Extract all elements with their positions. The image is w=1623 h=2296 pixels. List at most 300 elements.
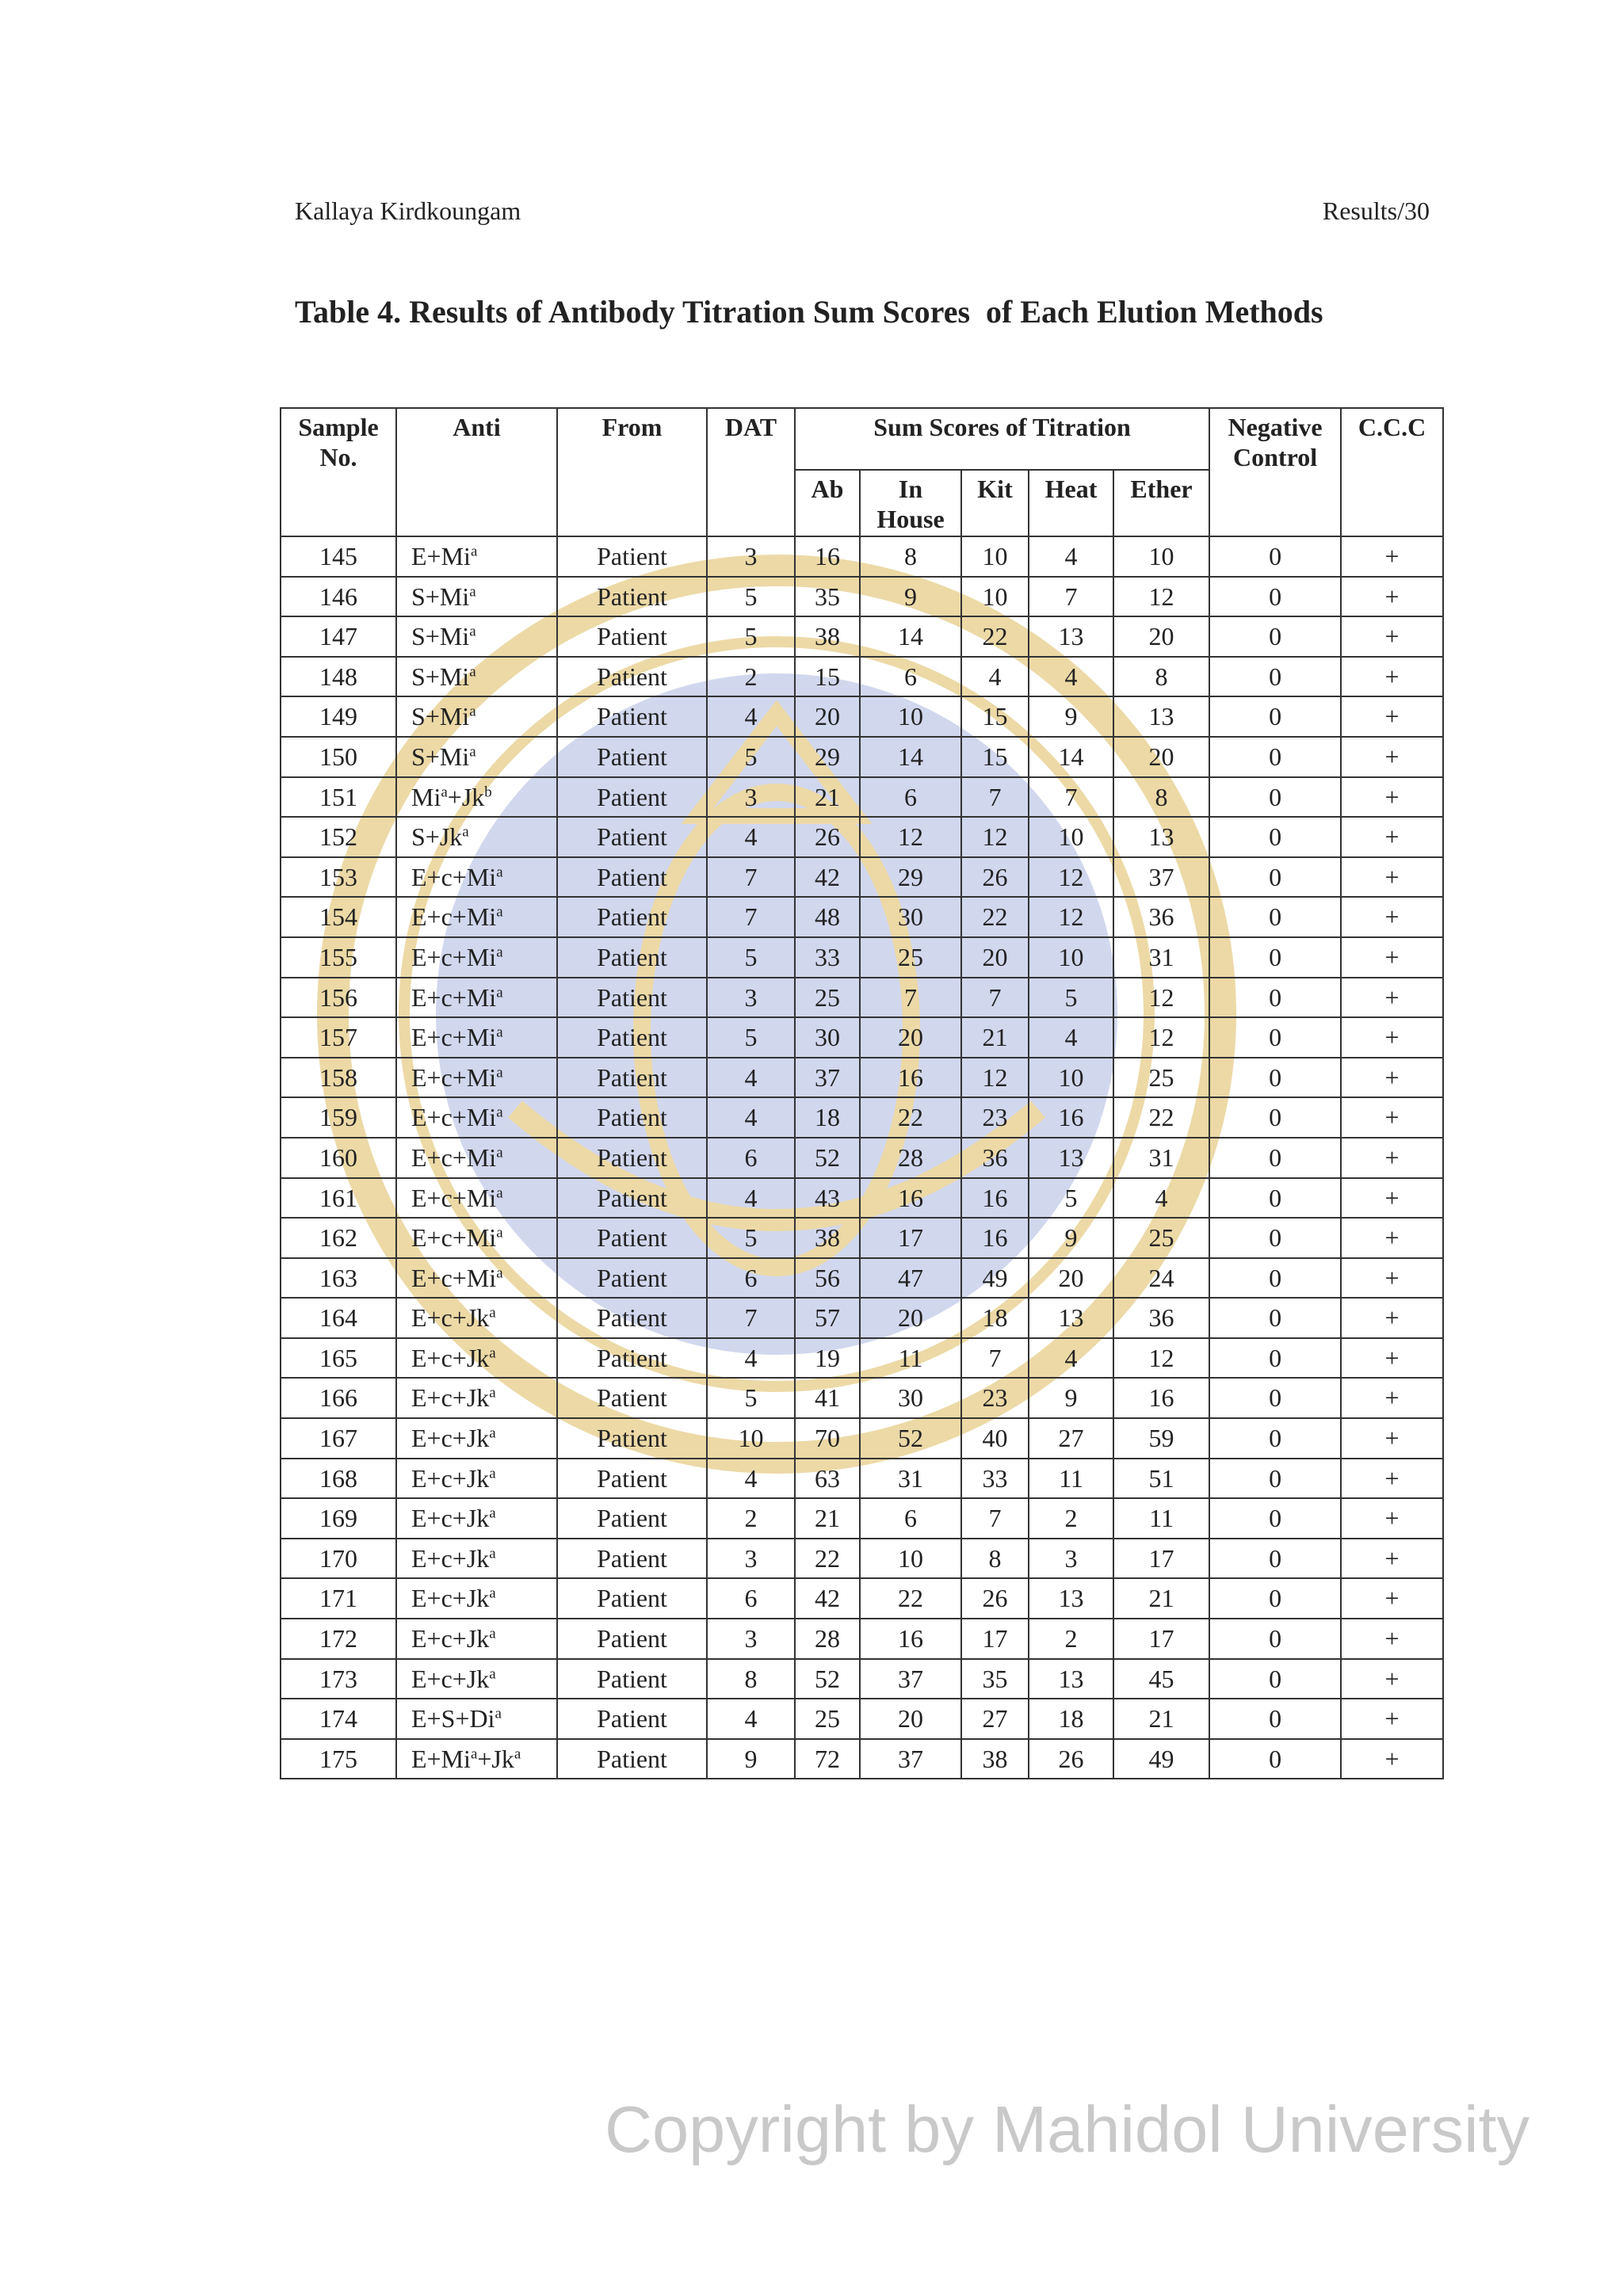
header-ccc: C.C.C [1341, 408, 1443, 536]
antigen-text: E+c+Mi [411, 1023, 497, 1052]
table-caption: Table 4. Results of Antibody Titration Sum Scores of Each Elution Methods [295, 294, 1323, 330]
cell-anti [396, 1578, 557, 1619]
cell-ether: 20 [1113, 616, 1209, 657]
cell-ether: 12 [1113, 1338, 1209, 1379]
cell-ccc: + [1341, 1017, 1443, 1058]
cell-sample-no: 163 [281, 1258, 396, 1299]
cell-anti [396, 897, 557, 937]
cell-ab: 56 [795, 1258, 860, 1299]
cell-negative-control: 0 [1209, 1699, 1341, 1739]
cell-ccc: + [1341, 1418, 1443, 1459]
cell-dat: 6 [707, 1578, 795, 1619]
cell-anti [396, 1178, 557, 1219]
table-row [281, 1338, 1443, 1379]
cell-ccc: + [1341, 1578, 1443, 1619]
cell-dat: 3 [707, 1619, 795, 1659]
cell-negative-control: 0 [1209, 1659, 1341, 1699]
cell-kit: 10 [961, 577, 1029, 617]
antigen-superscript: a [496, 1144, 503, 1161]
cell-ccc: + [1341, 1138, 1443, 1178]
table-row [281, 1498, 1443, 1539]
cell-from: Patient [557, 696, 707, 737]
cell-sample-no: 168 [281, 1459, 396, 1499]
cell-heat: 14 [1029, 737, 1113, 777]
table-row [281, 1619, 1443, 1659]
cell-sample-no: 145 [281, 536, 396, 577]
table-row [281, 1258, 1443, 1299]
cell-from: Patient [557, 1619, 707, 1659]
cell-dat: 8 [707, 1659, 795, 1699]
cell-ccc: + [1341, 1097, 1443, 1138]
antigen-superscript: a [496, 864, 503, 881]
cell-ab: 38 [795, 1218, 860, 1258]
cell-ab: 37 [795, 1058, 860, 1098]
cell-sample-no: 169 [281, 1498, 396, 1539]
antigen-superscript: a [489, 1625, 496, 1642]
antigen-text: E+c+Mi [411, 1103, 497, 1132]
antigen-superscript: a [489, 1344, 496, 1362]
antigen-superscript: a [489, 1545, 496, 1562]
cell-from: Patient [557, 1338, 707, 1379]
cell-ether: 12 [1113, 577, 1209, 617]
cell-sample-no: 161 [281, 1178, 396, 1219]
cell-heat: 4 [1029, 536, 1113, 577]
antigen-superscript: a [496, 1184, 503, 1201]
cell-kit: 15 [961, 737, 1029, 777]
cell-kit: 23 [961, 1378, 1029, 1418]
cell-ether: 45 [1113, 1659, 1209, 1699]
cell-heat: 7 [1029, 577, 1113, 617]
cell-heat: 13 [1029, 616, 1113, 657]
cell-ccc: + [1341, 616, 1443, 657]
cell-dat: 6 [707, 1138, 795, 1178]
cell-kit: 15 [961, 696, 1029, 737]
cell-negative-control: 0 [1209, 1739, 1341, 1779]
cell-ab: 30 [795, 1017, 860, 1058]
cell-heat: 9 [1029, 696, 1113, 737]
antigen-text: S+Mi [411, 742, 470, 771]
cell-in-house: 20 [860, 1699, 961, 1739]
table-row [281, 1578, 1443, 1619]
cell-heat: 4 [1029, 1017, 1113, 1058]
cell-in-house: 10 [860, 1539, 961, 1579]
cell-sample-no: 157 [281, 1017, 396, 1058]
cell-kit: 20 [961, 937, 1029, 978]
cell-negative-control: 0 [1209, 1498, 1341, 1539]
cell-anti [396, 1699, 557, 1739]
cell-ab: 63 [795, 1459, 860, 1499]
cell-ccc: + [1341, 657, 1443, 697]
antigen-superscript: a [514, 1745, 521, 1763]
antigen-superscript: a [469, 743, 476, 761]
antigen-superscript: a [496, 1264, 503, 1282]
table-row [281, 937, 1443, 978]
cell-anti [396, 657, 557, 697]
cell-in-house: 6 [860, 1498, 961, 1539]
cell-ccc: + [1341, 536, 1443, 577]
cell-from: Patient [557, 737, 707, 777]
cell-ccc: + [1341, 1218, 1443, 1258]
cell-anti [396, 857, 557, 898]
cell-sample-no: 171 [281, 1578, 396, 1619]
table-row [281, 616, 1443, 657]
antigen-superscript: a [489, 1505, 496, 1522]
cell-ab: 42 [795, 857, 860, 898]
cell-ab: 26 [795, 817, 860, 857]
cell-dat: 5 [707, 1378, 795, 1418]
cell-sample-no: 174 [281, 1699, 396, 1739]
cell-heat: 13 [1029, 1578, 1113, 1619]
antigen-text: S+Mi [411, 662, 470, 691]
cell-ccc: + [1341, 696, 1443, 737]
header-heat: Heat [1029, 470, 1113, 536]
cell-negative-control: 0 [1209, 577, 1341, 617]
cell-ab: 20 [795, 696, 860, 737]
cell-ab: 41 [795, 1378, 860, 1418]
table-row [281, 1138, 1443, 1178]
cell-negative-control: 0 [1209, 1218, 1341, 1258]
cell-ether: 12 [1113, 978, 1209, 1018]
cell-dat: 3 [707, 1539, 795, 1579]
cell-anti [396, 817, 557, 857]
cell-dat: 5 [707, 1218, 795, 1258]
cell-in-house: 8 [860, 536, 961, 577]
cell-in-house: 37 [860, 1659, 961, 1699]
cell-negative-control: 0 [1209, 616, 1341, 657]
cell-negative-control: 0 [1209, 536, 1341, 577]
cell-heat: 10 [1029, 1058, 1113, 1098]
antigen-superscript: a [469, 582, 476, 600]
cell-negative-control: 0 [1209, 777, 1341, 818]
cell-ether: 13 [1113, 817, 1209, 857]
cell-sample-no: 159 [281, 1097, 396, 1138]
cell-in-house: 37 [860, 1739, 961, 1779]
antigen-superscript: a [470, 543, 478, 560]
cell-ccc: + [1341, 1298, 1443, 1338]
antigen-text: E+c+Jk [411, 1463, 490, 1493]
cell-heat: 27 [1029, 1418, 1113, 1459]
cell-ccc: + [1341, 1258, 1443, 1299]
cell-dat: 4 [707, 1058, 795, 1098]
cell-kit: 7 [961, 777, 1029, 818]
cell-anti [396, 1258, 557, 1299]
cell-kit: 49 [961, 1258, 1029, 1299]
cell-kit: 7 [961, 1498, 1029, 1539]
cell-anti [396, 1218, 557, 1258]
cell-from: Patient [557, 1739, 707, 1779]
antigen-superscript: a [496, 983, 503, 1001]
cell-from: Patient [557, 1258, 707, 1299]
cell-from: Patient [557, 1498, 707, 1539]
cell-in-house: 29 [860, 857, 961, 898]
table-row [281, 577, 1443, 617]
antigen-superscript: a [496, 1104, 503, 1121]
cell-ab: 29 [795, 737, 860, 777]
cell-anti [396, 1338, 557, 1379]
cell-ab: 18 [795, 1097, 860, 1138]
cell-ccc: + [1341, 577, 1443, 617]
antigen-superscript: a [496, 1024, 503, 1041]
antigen-text: E+c+Mi [411, 1183, 497, 1212]
antigen-superscript: a [489, 1665, 496, 1682]
header-ether: Ether [1113, 470, 1209, 536]
table-row [281, 1178, 1443, 1219]
cell-ccc: + [1341, 1058, 1443, 1098]
cell-ccc: + [1341, 857, 1443, 898]
cell-ether: 31 [1113, 937, 1209, 978]
table-row [281, 1298, 1443, 1338]
cell-ccc: + [1341, 737, 1443, 777]
cell-from: Patient [557, 777, 707, 818]
table-row [281, 696, 1443, 737]
cell-from: Patient [557, 857, 707, 898]
antigen-text: E+c+Mi [411, 942, 497, 971]
antigen-text: E+c+Mi [411, 902, 497, 932]
cell-negative-control: 0 [1209, 1619, 1341, 1659]
cell-in-house: 22 [860, 1097, 961, 1138]
cell-heat: 7 [1029, 777, 1113, 818]
table-row [281, 1097, 1443, 1138]
cell-negative-control: 0 [1209, 1298, 1341, 1338]
cell-from: Patient [557, 897, 707, 937]
cell-kit: 21 [961, 1017, 1029, 1058]
cell-negative-control: 0 [1209, 1058, 1341, 1098]
cell-anti [396, 1619, 557, 1659]
cell-heat: 4 [1029, 1338, 1113, 1379]
cell-from: Patient [557, 536, 707, 577]
antigen-superscript: a [495, 1705, 502, 1722]
cell-in-house: 20 [860, 1017, 961, 1058]
cell-in-house: 31 [860, 1459, 961, 1499]
cell-in-house: 9 [860, 577, 961, 617]
cell-kit: 12 [961, 1058, 1029, 1098]
cell-dat: 6 [707, 1258, 795, 1299]
cell-from: Patient [557, 1378, 707, 1418]
cell-negative-control: 0 [1209, 937, 1341, 978]
cell-kit: 17 [961, 1619, 1029, 1659]
cell-in-house: 52 [860, 1418, 961, 1459]
cell-sample-no: 175 [281, 1739, 396, 1779]
cell-ether: 11 [1113, 1498, 1209, 1539]
cell-heat: 2 [1029, 1498, 1113, 1539]
cell-from: Patient [557, 1017, 707, 1058]
cell-in-house: 22 [860, 1578, 961, 1619]
cell-ab: 48 [795, 897, 860, 937]
antigen-superscript: a [489, 1304, 496, 1322]
cell-ether: 49 [1113, 1739, 1209, 1779]
cell-dat: 3 [707, 978, 795, 1018]
cell-from: Patient [557, 616, 707, 657]
cell-sample-no: 166 [281, 1378, 396, 1418]
cell-in-house: 12 [860, 817, 961, 857]
cell-dat: 4 [707, 696, 795, 737]
cell-ether: 12 [1113, 1017, 1209, 1058]
cell-from: Patient [557, 1218, 707, 1258]
antigen-superscript: a [469, 623, 476, 640]
antigen-superscript: a [496, 1224, 503, 1241]
cell-dat: 4 [707, 1178, 795, 1219]
cell-sample-no: 156 [281, 978, 396, 1018]
antigen-superscript: a [441, 783, 448, 800]
antigen-text: E+c+Mi [411, 1223, 497, 1253]
header-kit: Kit [961, 470, 1029, 536]
cell-ccc: + [1341, 1659, 1443, 1699]
cell-kit: 16 [961, 1218, 1029, 1258]
antigen-text: S+Mi [411, 622, 470, 651]
cell-heat: 12 [1029, 897, 1113, 937]
cell-sample-no: 148 [281, 657, 396, 697]
cell-heat: 9 [1029, 1378, 1113, 1418]
cell-in-house: 7 [860, 978, 961, 1018]
cell-ccc: + [1341, 978, 1443, 1018]
antigen-text: E+c+Mi [411, 1142, 497, 1172]
antigen-text: E+c+Mi [411, 982, 497, 1012]
cell-sample-no: 151 [281, 777, 396, 818]
cell-ab: 70 [795, 1418, 860, 1459]
antigen-text: E+c+Jk [411, 1343, 490, 1372]
cell-ccc: + [1341, 1619, 1443, 1659]
cell-negative-control: 0 [1209, 1258, 1341, 1299]
cell-sample-no: 158 [281, 1058, 396, 1098]
header-dat: DAT [707, 408, 795, 536]
cell-ether: 59 [1113, 1418, 1209, 1459]
cell-ccc: + [1341, 1378, 1443, 1418]
antigen-superscript: a [469, 663, 476, 681]
cell-ab: 52 [795, 1138, 860, 1178]
table-row [281, 897, 1443, 937]
cell-ether: 16 [1113, 1378, 1209, 1418]
cell-ccc: + [1341, 1459, 1443, 1499]
cell-sample-no: 173 [281, 1659, 396, 1699]
cell-ether: 22 [1113, 1097, 1209, 1138]
antigen-text: S+Mi [411, 702, 470, 731]
cell-from: Patient [557, 1178, 707, 1219]
antigen-text: S+Jk [411, 822, 463, 852]
cell-from: Patient [557, 1138, 707, 1178]
cell-kit: 22 [961, 616, 1029, 657]
cell-ab: 25 [795, 1699, 860, 1739]
table-row [281, 1659, 1443, 1699]
cell-negative-control: 0 [1209, 737, 1341, 777]
cell-ccc: + [1341, 1539, 1443, 1579]
antigen-text: E+c+Jk [411, 1664, 490, 1693]
table-row [281, 1739, 1443, 1779]
cell-kit: 23 [961, 1097, 1029, 1138]
cell-kit: 7 [961, 978, 1029, 1018]
antigen-superscript: a [489, 1465, 496, 1482]
cell-ether: 24 [1113, 1258, 1209, 1299]
cell-ab: 22 [795, 1539, 860, 1579]
cell-anti [396, 1017, 557, 1058]
cell-negative-control: 0 [1209, 657, 1341, 697]
cell-negative-control: 0 [1209, 1097, 1341, 1138]
cell-dat: 7 [707, 1298, 795, 1338]
cell-heat: 3 [1029, 1539, 1113, 1579]
cell-dat: 4 [707, 1699, 795, 1739]
cell-ab: 21 [795, 777, 860, 818]
cell-kit: 12 [961, 817, 1029, 857]
cell-in-house: 6 [860, 777, 961, 818]
cell-ab: 38 [795, 616, 860, 657]
table-row [281, 536, 1443, 577]
cell-ether: 4 [1113, 1178, 1209, 1219]
cell-from: Patient [557, 1578, 707, 1619]
cell-negative-control: 0 [1209, 1378, 1341, 1418]
cell-anti [396, 937, 557, 978]
cell-sample-no: 154 [281, 897, 396, 937]
cell-heat: 9 [1029, 1218, 1113, 1258]
cell-anti [396, 1459, 557, 1499]
cell-ab: 33 [795, 937, 860, 978]
cell-anti [396, 777, 557, 818]
cell-dat: 4 [707, 1338, 795, 1379]
cell-anti [396, 1539, 557, 1579]
table-row [281, 1218, 1443, 1258]
cell-in-house: 14 [860, 737, 961, 777]
cell-from: Patient [557, 1298, 707, 1338]
cell-negative-control: 0 [1209, 857, 1341, 898]
cell-negative-control: 0 [1209, 1138, 1341, 1178]
cell-ether: 51 [1113, 1459, 1209, 1499]
cell-from: Patient [557, 1699, 707, 1739]
cell-kit: 8 [961, 1539, 1029, 1579]
cell-sample-no: 149 [281, 696, 396, 737]
cell-negative-control: 0 [1209, 978, 1341, 1018]
running-header-author: Kallaya Kirdkoungam [295, 196, 521, 225]
cell-in-house: 17 [860, 1218, 961, 1258]
cell-ether: 13 [1113, 696, 1209, 737]
cell-kit: 33 [961, 1459, 1029, 1499]
antigen-superscript: a [462, 823, 469, 841]
cell-ether: 36 [1113, 1298, 1209, 1338]
antigen-text: E+c+Jk [411, 1504, 490, 1533]
antigen-superscript: a [489, 1425, 496, 1442]
running-header-page: Results/30 [1322, 196, 1430, 225]
antigen-text: E+c+Jk [411, 1424, 490, 1453]
cell-in-house: 47 [860, 1258, 961, 1299]
cell-in-house: 16 [860, 1178, 961, 1219]
cell-heat: 20 [1029, 1258, 1113, 1299]
cell-anti [396, 616, 557, 657]
cell-kit: 18 [961, 1298, 1029, 1338]
cell-ab: 15 [795, 657, 860, 697]
header-ab: Ab [795, 470, 860, 536]
antigen-superscript: a [496, 1064, 503, 1081]
cell-anti [396, 536, 557, 577]
cell-dat: 5 [707, 737, 795, 777]
cell-ccc: + [1341, 1338, 1443, 1379]
cell-ether: 25 [1113, 1218, 1209, 1258]
antigen-text: E+c+Mi [411, 1062, 497, 1092]
cell-anti [396, 1498, 557, 1539]
cell-ab: 35 [795, 577, 860, 617]
cell-dat: 2 [707, 1498, 795, 1539]
cell-ether: 17 [1113, 1619, 1209, 1659]
cell-negative-control: 0 [1209, 1178, 1341, 1219]
cell-from: Patient [557, 817, 707, 857]
cell-heat: 13 [1029, 1138, 1113, 1178]
table-row [281, 1699, 1443, 1739]
cell-dat: 4 [707, 817, 795, 857]
table-row [281, 1418, 1443, 1459]
cell-anti [396, 737, 557, 777]
table-row [281, 777, 1443, 818]
table-row [281, 817, 1443, 857]
cell-in-house: 6 [860, 657, 961, 697]
cell-in-house: 11 [860, 1338, 961, 1379]
cell-ccc: + [1341, 1739, 1443, 1779]
cell-in-house: 10 [860, 696, 961, 737]
